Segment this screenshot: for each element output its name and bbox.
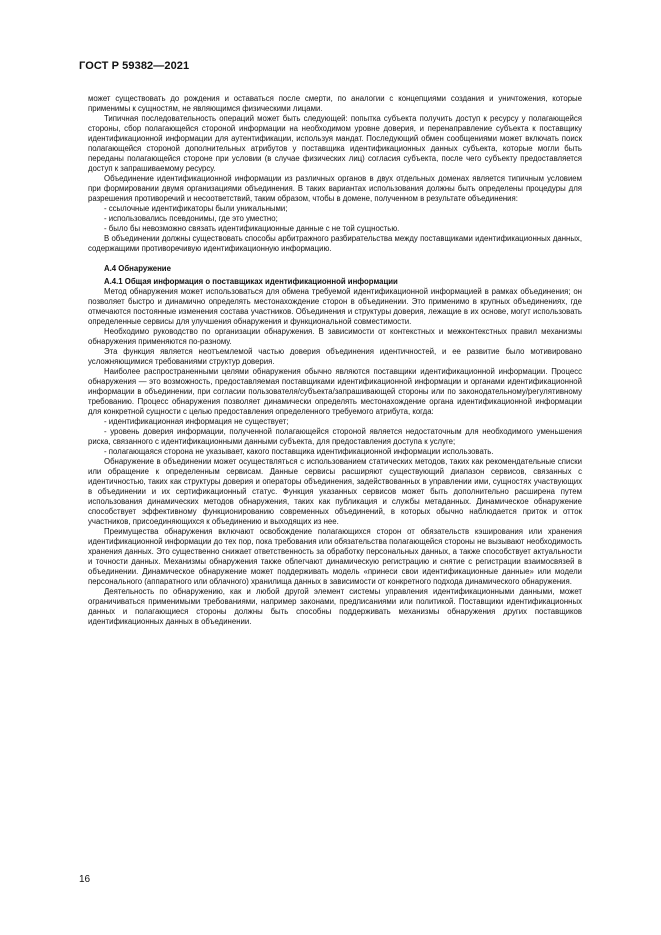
document-header: ГОСТ Р 59382—2021: [79, 60, 190, 72]
document-body: [88, 94, 582, 627]
page-number: 16: [79, 874, 91, 885]
list-item: - ссылочные идентификаторы были уникальными;: [104, 204, 288, 213]
paragraph: может существовать до рождения и оставаться после смерти, по аналогии с концепциями создания и уничтожения, которые применимы к сущностям, не являющимся физическими лицами.: [88, 94, 582, 113]
list-item: - было бы невозможно связать идентификационные данные с не той сущностью.: [104, 224, 400, 233]
paragraph: Обнаружение в объединении может осуществляться с использованием статических методов, таких как рекомендательные списки или обращение к определенным сервисам. Данные сервисы расширяют существующий диапазон сервисов, связанных с идентичностью, таких как структуры доверия и операторы объединения, задействованных в управлении ими, сущностях участвующих в объединении и их сертификационный статус. Функция указанных сервисов может быть дополнительно расширена путем использования динамических методов обнаружения, таких как публикация и службы метаданных. Динамическое обнаружение способствует эффективному функционированию современных объединений, в которых обычно наблюдается приток и отток участников, присоединяющихся к объединению и выходящих из нее.: [88, 457, 582, 526]
subsection-heading: А.4.1 Общая информация о поставщиках идентификационной информации: [104, 277, 398, 286]
list-item: - идентификационная информация не существует;: [104, 417, 289, 426]
paragraph: Объединение идентификационной информации из различных органов в двух отдельных доменах является типичным условием при формировании двумя организациями объединения. В таких вариантах использования должны быть определены процедуры для разрешения противоречий и несоответствий, таким образом, чтобы в домене, полученном в результате объединения:: [88, 174, 582, 203]
list-item: - полагающаяся сторона не указывает, какого поставщика идентификационной информации использовать.: [104, 447, 494, 456]
paragraph: Эта функция является неотъемлемой частью доверия объединения идентичностей, и ее развитие было мотивировано усложняющимися требованиями структур доверия.: [88, 347, 582, 366]
list-item: - уровень доверия информации, полученной полагающейся стороной является недостаточным для необходимого уменьшения риска, связанного с идентификационными данными субъекта, для предоставления доступа к услуге;: [88, 427, 582, 446]
paragraph: Типичная последовательность операций может быть следующей: попытка субъекта получить доступ к ресурсу у полагающейся стороны, сбор полагающейся стороной информации на необходимом уровне доверия, и перенаправление субъекта к поставщику идентификационной информации для аутентификации, используя мандат. Последующий обмен сообщениями может включать поиск полагающейся стороной дополнительных атрибутов у поставщика идентификационных данных субъекта, которые могли быть переданы полагающейся стороне при условии (в случае физических лиц) согласия субъекта, после чего субъекту предоставляется доступ к запрашиваемому ресурсу.: [88, 114, 582, 173]
paragraph: Преимущества обнаружения включают освобождение полагающихся сторон от обязательств кэширования или хранения идентификационной информации до тех пор, пока требования или обязательства полагающейся стороны не вызывают необходимость хранения данных. Это существенно снижает ответственность за обработку персональных данных, а также способствует актуальности и точности данных. Механизмы обнаружения также облегчают динамическую регистрацию и снятие с регистрации взаимосвязей в объединении. Динамическое обнаружение может поддерживать модель «принеси свои идентификационные данные» или модели персонального (аппаратного или облачного) хранилища данных в зависимости от конкретного подхода динамического обнаружения.: [88, 527, 582, 586]
paragraph: Деятельность по обнаружению, как и любой другой элемент системы управления идентификационными данными, может ограничиваться применимыми требованиями, например законами, предписаниями или политикой. Поставщики идентификационных данных и полагающиеся стороны должны быть способны поддерживать механизмы обнаружения других поставщиков идентификационных данных в объединении.: [88, 587, 582, 626]
paragraph: Наиболее распространенными целями обнаружения обычно являются поставщики идентификационной информации. Процесс обнаружения — это возможность, предоставляемая поставщиками идентификационной информации и органами идентификационной информации в объединении, при согласии пользователя/субъекта/запрашивающей стороны или по законодательному/регулятивному требованию. Процесс обнаружения позволяет динамически определять местонахождение органа идентификационной информации для конкретной сущности с целью предоставления определенного требуемого атрибута, когда:: [88, 367, 582, 416]
paragraph: Метод обнаружения может использоваться для обмена требуемой идентификационной информацией в рамках объединения; он позволяет быстро и динамично определять местонахождение сторон в объединении. Это применимо в крупных объединениях, где отмечаются постоянные изменения состава участников. Объединения и структуры доверия, лежащие в их основе, могут использовать определенные сервисы для улучшения обнаружения и функциональной совместимости.: [88, 287, 582, 326]
section-heading: А.4 Обнаружение: [104, 264, 171, 273]
paragraph: В объединении должны существовать способы арбитражного разбирательства между поставщиками идентификационных данных, содержащими противоречивую идентификационную информацию.: [88, 234, 582, 253]
list-item: - использовались псевдонимы, где это уместно;: [104, 214, 278, 223]
paragraph: Необходимо руководство по организации обнаружения. В зависимости от контекстных и межконтекстных правил механизмы обнаружения применяются по-разному.: [88, 327, 582, 346]
